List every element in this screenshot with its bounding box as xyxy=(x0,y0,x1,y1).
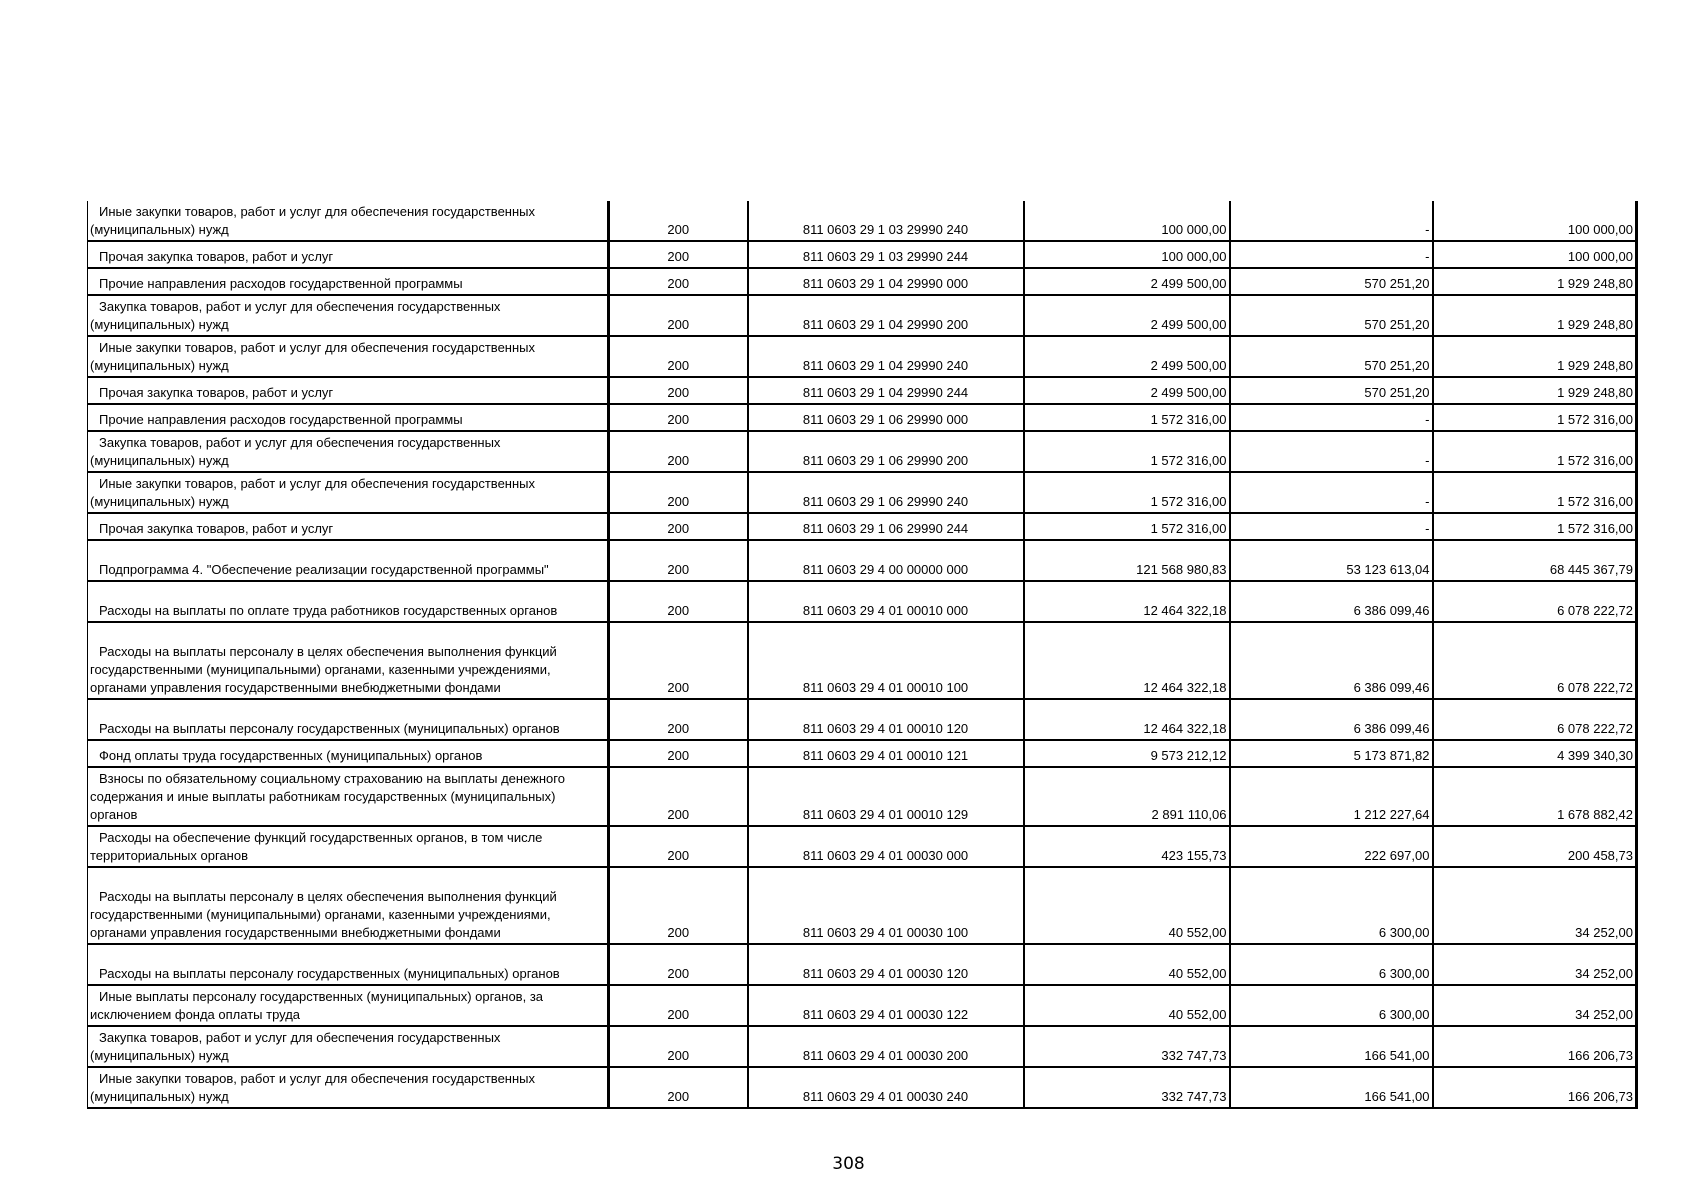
row-approved-amount-cell: 100 000,00 xyxy=(1024,241,1230,268)
row-name-cell: Расходы на выплаты по оплате труда работников государственных органов xyxy=(88,581,609,622)
row-classification-code-cell: 811 0603 29 4 01 00010 120 xyxy=(748,699,1024,740)
row-line-code-cell: 200 xyxy=(609,201,748,241)
row-executed-amount-cell: 6 386 099,46 xyxy=(1230,581,1433,622)
row-classification-code-cell: 811 0603 29 1 06 29990 200 xyxy=(748,431,1024,472)
row-executed-amount-cell: 6 386 099,46 xyxy=(1230,699,1433,740)
row-unexecuted-amount-cell: 166 206,73 xyxy=(1433,1026,1637,1067)
row-executed-amount-cell: 570 251,20 xyxy=(1230,268,1433,295)
row-unexecuted-amount-cell: 6 078 222,72 xyxy=(1433,581,1637,622)
row-classification-code-cell: 811 0603 29 4 01 00010 121 xyxy=(748,740,1024,767)
table-row xyxy=(88,622,1637,699)
row-classification-code-cell: 811 0603 29 1 04 29990 240 xyxy=(748,336,1024,377)
row-name-cell: Расходы на выплаты персоналу в целях обеспечения выполнения функций государственными (муниципальными) органами, казенными учреждениями, органами управления государственными внебюджетными фондами xyxy=(88,622,609,699)
row-name-cell: Иные закупки товаров, работ и услуг для обеспечения государственных (муниципальных) нужд xyxy=(88,472,609,513)
row-name-cell: Иные закупки товаров, работ и услуг для обеспечения государственных (муниципальных) нужд xyxy=(88,201,609,241)
row-line-code-cell: 200 xyxy=(609,377,748,404)
table-row xyxy=(88,201,1637,241)
row-line-code-cell: 200 xyxy=(609,985,748,1026)
row-classification-code-cell: 811 0603 29 1 04 29990 244 xyxy=(748,377,1024,404)
row-unexecuted-amount-cell: 34 252,00 xyxy=(1433,867,1637,944)
row-line-code-cell: 200 xyxy=(609,295,748,336)
row-line-code-cell: 200 xyxy=(609,740,748,767)
table-row xyxy=(88,944,1637,985)
row-approved-amount-cell: 2 499 500,00 xyxy=(1024,295,1230,336)
row-approved-amount-cell: 12 464 322,18 xyxy=(1024,622,1230,699)
row-unexecuted-amount-cell: 200 458,73 xyxy=(1433,826,1637,867)
row-executed-amount-cell: - xyxy=(1230,201,1433,241)
row-executed-amount-cell: 5 173 871,82 xyxy=(1230,740,1433,767)
row-classification-code-cell: 811 0603 29 4 01 00030 000 xyxy=(748,826,1024,867)
row-approved-amount-cell: 100 000,00 xyxy=(1024,201,1230,241)
row-classification-code-cell: 811 0603 29 4 01 00030 200 xyxy=(748,1026,1024,1067)
table-body xyxy=(88,201,1637,1108)
row-approved-amount-cell: 2 499 500,00 xyxy=(1024,336,1230,377)
row-approved-amount-cell: 40 552,00 xyxy=(1024,867,1230,944)
row-approved-amount-cell: 423 155,73 xyxy=(1024,826,1230,867)
row-approved-amount-cell: 1 572 316,00 xyxy=(1024,472,1230,513)
table-row xyxy=(88,404,1637,431)
row-approved-amount-cell: 2 499 500,00 xyxy=(1024,377,1230,404)
row-executed-amount-cell: - xyxy=(1230,241,1433,268)
table-row xyxy=(88,431,1637,472)
row-classification-code-cell: 811 0603 29 1 06 29990 240 xyxy=(748,472,1024,513)
row-executed-amount-cell: 6 300,00 xyxy=(1230,985,1433,1026)
row-name-cell: Закупка товаров, работ и услуг для обеспечения государственных (муниципальных) нужд xyxy=(88,1026,609,1067)
row-line-code-cell: 200 xyxy=(609,472,748,513)
row-executed-amount-cell: 222 697,00 xyxy=(1230,826,1433,867)
row-executed-amount-cell: 6 386 099,46 xyxy=(1230,622,1433,699)
row-executed-amount-cell: - xyxy=(1230,472,1433,513)
row-approved-amount-cell: 1 572 316,00 xyxy=(1024,404,1230,431)
row-classification-code-cell: 811 0603 29 1 03 29990 240 xyxy=(748,201,1024,241)
row-classification-code-cell: 811 0603 29 1 06 29990 000 xyxy=(748,404,1024,431)
row-approved-amount-cell: 12 464 322,18 xyxy=(1024,699,1230,740)
row-name-cell: Прочая закупка товаров, работ и услуг xyxy=(88,513,609,540)
table-row xyxy=(88,241,1637,268)
row-classification-code-cell: 811 0603 29 4 01 00010 100 xyxy=(748,622,1024,699)
row-unexecuted-amount-cell: 1 572 316,00 xyxy=(1433,513,1637,540)
row-unexecuted-amount-cell: 1 572 316,00 xyxy=(1433,431,1637,472)
row-name-cell: Прочие направления расходов государственной программы xyxy=(88,268,609,295)
row-executed-amount-cell: 166 541,00 xyxy=(1230,1067,1433,1108)
row-name-cell: Прочая закупка товаров, работ и услуг xyxy=(88,241,609,268)
row-approved-amount-cell: 12 464 322,18 xyxy=(1024,581,1230,622)
row-unexecuted-amount-cell: 68 445 367,79 xyxy=(1433,540,1637,581)
row-name-cell: Прочие направления расходов государственной программы xyxy=(88,404,609,431)
row-executed-amount-cell: 53 123 613,04 xyxy=(1230,540,1433,581)
row-approved-amount-cell: 1 572 316,00 xyxy=(1024,431,1230,472)
row-unexecuted-amount-cell: 100 000,00 xyxy=(1433,201,1637,241)
row-line-code-cell: 200 xyxy=(609,404,748,431)
row-classification-code-cell: 811 0603 29 1 04 29990 200 xyxy=(748,295,1024,336)
row-unexecuted-amount-cell: 1 929 248,80 xyxy=(1433,336,1637,377)
row-name-cell: Расходы на выплаты персоналу в целях обеспечения выполнения функций государственными (муниципальными) органами, казенными учреждениями, органами управления государственными внебюджетными фондами xyxy=(88,867,609,944)
row-line-code-cell: 200 xyxy=(609,622,748,699)
row-name-cell: Прочая закупка товаров, работ и услуг xyxy=(88,377,609,404)
table-row xyxy=(88,540,1637,581)
row-classification-code-cell: 811 0603 29 4 00 00000 000 xyxy=(748,540,1024,581)
table-row xyxy=(88,472,1637,513)
row-approved-amount-cell: 9 573 212,12 xyxy=(1024,740,1230,767)
row-executed-amount-cell: - xyxy=(1230,513,1433,540)
row-line-code-cell: 200 xyxy=(609,336,748,377)
row-unexecuted-amount-cell: 100 000,00 xyxy=(1433,241,1637,268)
row-unexecuted-amount-cell: 34 252,00 xyxy=(1433,985,1637,1026)
row-name-cell: Взносы по обязательному социальному страхованию на выплаты денежного содержания и иные выплаты работникам государственных (муниципальных) органов xyxy=(88,767,609,826)
row-classification-code-cell: 811 0603 29 1 04 29990 000 xyxy=(748,268,1024,295)
table-row xyxy=(88,985,1637,1026)
row-unexecuted-amount-cell: 1 929 248,80 xyxy=(1433,268,1637,295)
row-executed-amount-cell: - xyxy=(1230,431,1433,472)
row-unexecuted-amount-cell: 1 572 316,00 xyxy=(1433,404,1637,431)
table-row xyxy=(88,826,1637,867)
row-executed-amount-cell: 166 541,00 xyxy=(1230,1026,1433,1067)
table-row xyxy=(88,699,1637,740)
row-classification-code-cell: 811 0603 29 4 01 00030 240 xyxy=(748,1067,1024,1108)
row-approved-amount-cell: 1 572 316,00 xyxy=(1024,513,1230,540)
row-unexecuted-amount-cell: 166 206,73 xyxy=(1433,1067,1637,1108)
row-line-code-cell: 200 xyxy=(609,944,748,985)
row-classification-code-cell: 811 0603 29 4 01 00030 122 xyxy=(748,985,1024,1026)
row-approved-amount-cell: 332 747,73 xyxy=(1024,1067,1230,1108)
table-row xyxy=(88,1026,1637,1067)
row-approved-amount-cell: 332 747,73 xyxy=(1024,1026,1230,1067)
row-classification-code-cell: 811 0603 29 4 01 00010 129 xyxy=(748,767,1024,826)
row-approved-amount-cell: 2 499 500,00 xyxy=(1024,268,1230,295)
row-classification-code-cell: 811 0603 29 1 03 29990 244 xyxy=(748,241,1024,268)
row-line-code-cell: 200 xyxy=(609,767,748,826)
budget-execution-table xyxy=(87,201,1638,1109)
row-approved-amount-cell: 2 891 110,06 xyxy=(1024,767,1230,826)
table-row xyxy=(88,295,1637,336)
row-approved-amount-cell: 40 552,00 xyxy=(1024,985,1230,1026)
row-executed-amount-cell: 570 251,20 xyxy=(1230,336,1433,377)
table-row xyxy=(88,268,1637,295)
table-row xyxy=(88,377,1637,404)
row-approved-amount-cell: 121 568 980,83 xyxy=(1024,540,1230,581)
table-row xyxy=(88,513,1637,540)
row-executed-amount-cell: 6 300,00 xyxy=(1230,944,1433,985)
row-classification-code-cell: 811 0603 29 4 01 00030 100 xyxy=(748,867,1024,944)
row-executed-amount-cell: 570 251,20 xyxy=(1230,377,1433,404)
table-row xyxy=(88,867,1637,944)
row-classification-code-cell: 811 0603 29 4 01 00010 000 xyxy=(748,581,1024,622)
row-line-code-cell: 200 xyxy=(609,268,748,295)
row-line-code-cell: 200 xyxy=(609,699,748,740)
row-line-code-cell: 200 xyxy=(609,1067,748,1108)
row-unexecuted-amount-cell: 4 399 340,30 xyxy=(1433,740,1637,767)
row-executed-amount-cell: 1 212 227,64 xyxy=(1230,767,1433,826)
row-name-cell: Расходы на обеспечение функций государственных органов, в том числе территориальных органов xyxy=(88,826,609,867)
row-line-code-cell: 200 xyxy=(609,867,748,944)
row-classification-code-cell: 811 0603 29 4 01 00030 120 xyxy=(748,944,1024,985)
row-unexecuted-amount-cell: 1 929 248,80 xyxy=(1433,295,1637,336)
row-unexecuted-amount-cell: 1 572 316,00 xyxy=(1433,472,1637,513)
row-unexecuted-amount-cell: 6 078 222,72 xyxy=(1433,699,1637,740)
row-unexecuted-amount-cell: 34 252,00 xyxy=(1433,944,1637,985)
table-row xyxy=(88,740,1637,767)
table-row xyxy=(88,767,1637,826)
table-row xyxy=(88,1067,1637,1108)
row-line-code-cell: 200 xyxy=(609,1026,748,1067)
row-classification-code-cell: 811 0603 29 1 06 29990 244 xyxy=(748,513,1024,540)
row-name-cell: Закупка товаров, работ и услуг для обеспечения государственных (муниципальных) нужд xyxy=(88,295,609,336)
row-line-code-cell: 200 xyxy=(609,241,748,268)
row-line-code-cell: 200 xyxy=(609,513,748,540)
row-name-cell: Иные закупки товаров, работ и услуг для обеспечения государственных (муниципальных) нужд xyxy=(88,336,609,377)
row-name-cell: Фонд оплаты труда государственных (муниципальных) органов xyxy=(88,740,609,767)
row-name-cell: Расходы на выплаты персоналу государственных (муниципальных) органов xyxy=(88,944,609,985)
row-line-code-cell: 200 xyxy=(609,431,748,472)
row-name-cell: Иные закупки товаров, работ и услуг для обеспечения государственных (муниципальных) нужд xyxy=(88,1067,609,1108)
row-unexecuted-amount-cell: 6 078 222,72 xyxy=(1433,622,1637,699)
row-name-cell: Иные выплаты персоналу государственных (муниципальных) органов, за исключением фонда оплаты труда xyxy=(88,985,609,1026)
row-line-code-cell: 200 xyxy=(609,581,748,622)
row-name-cell: Расходы на выплаты персоналу государственных (муниципальных) органов xyxy=(88,699,609,740)
table-row xyxy=(88,581,1637,622)
row-line-code-cell: 200 xyxy=(609,826,748,867)
row-name-cell: Закупка товаров, работ и услуг для обеспечения государственных (муниципальных) нужд xyxy=(88,431,609,472)
row-unexecuted-amount-cell: 1 929 248,80 xyxy=(1433,377,1637,404)
row-executed-amount-cell: 570 251,20 xyxy=(1230,295,1433,336)
row-name-cell: Подпрограмма 4. "Обеспечение реализации государственной программы" xyxy=(88,540,609,581)
table-row xyxy=(88,336,1637,377)
row-executed-amount-cell: - xyxy=(1230,404,1433,431)
page-number: 308 xyxy=(832,1154,865,1174)
row-approved-amount-cell: 40 552,00 xyxy=(1024,944,1230,985)
row-unexecuted-amount-cell: 1 678 882,42 xyxy=(1433,767,1637,826)
row-line-code-cell: 200 xyxy=(609,540,748,581)
row-executed-amount-cell: 6 300,00 xyxy=(1230,867,1433,944)
